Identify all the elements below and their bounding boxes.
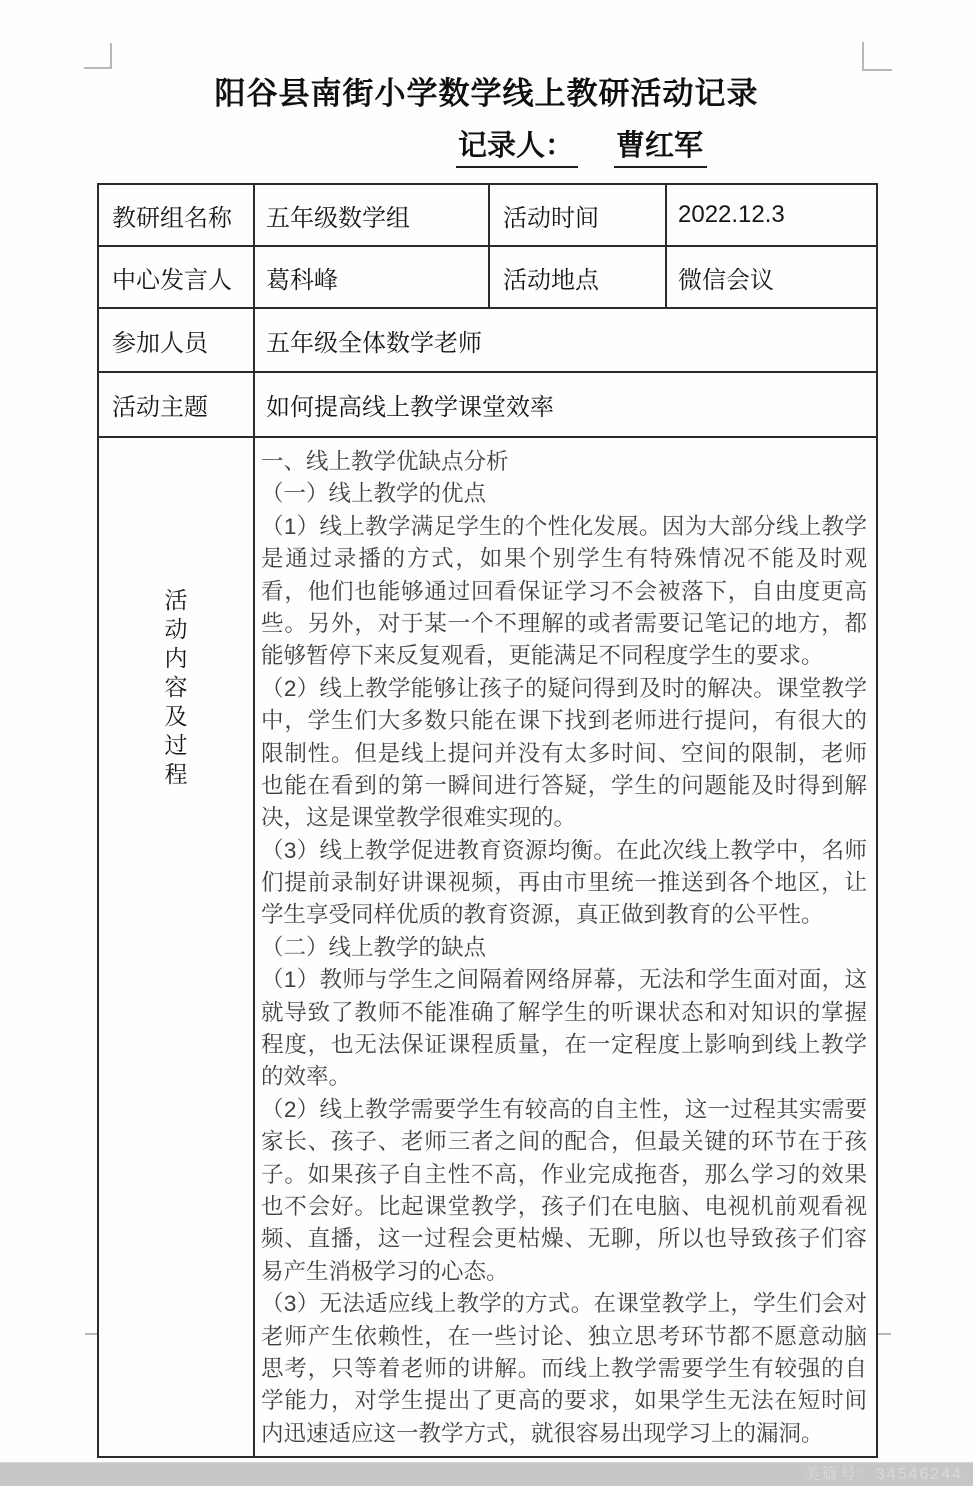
content-paragraph: （2）线上教学能够让孩子的疑问得到及时的解决。课堂教学中，学生们大多数只能在课下找到老师进行提问，有很大的限制性。但是线上提问并没有太多时间、空间的限制，老师也能在看到的第一瞬间进行答疑，学生的问题能及时得到解决，这是课堂教学很难实现的。: [261, 675, 867, 831]
margin-crop-mark-top-left: [84, 43, 112, 69]
table-row: [98, 184, 877, 246]
content-paragraph: （一）线上教学的优点: [261, 481, 487, 507]
group-name-label: 教研组名称: [98, 184, 254, 246]
activity-record-table: [97, 183, 878, 1458]
activity-place-value: 微信会议: [666, 246, 877, 308]
activity-content-label: 活动内容及过程: [164, 587, 188, 787]
content-paragraph: （1）线上教学满足学生的个性化发展。因为大部分线上教学是通过录播的方式，如果个别学生有特殊情况不能及时观看，他们也能够通过回看保证学习不会被落下，自由度更高些。另外，对于某一个不理解的或者需要记笔记的地方，都能够暂停下来反复观看，更能满足不同程度学生的要求。: [261, 513, 867, 669]
content-paragraph: （3）线上教学促进教育资源均衡。在此次线上教学中，名师们提前录制好讲课视频，再由市里统一推送到各个地区，让学生享受同样优质的教育资源，真正做到教育的公平性。: [261, 837, 867, 928]
activity-topic-label: 活动主题: [98, 372, 254, 437]
recorder-label: 记录人：: [456, 130, 578, 168]
activity-topic-value: 如何提高线上教学课堂效率: [254, 372, 877, 437]
margin-crop-mark-top-right: [862, 42, 892, 71]
participants-value: 五年级全体数学老师: [254, 308, 877, 372]
group-name-value: 五年级数学组: [254, 184, 489, 246]
activity-time-label: 活动时间: [489, 184, 666, 246]
bottom-gray-band: [0, 1462, 973, 1486]
content-paragraph: （2）线上教学需要学生有较高的自主性，这一过程其实需要家长、孩子、老师三者之间的配合，但最关键的环节在于孩子。如果孩子自主性不高，作业完成拖沓，那么学习的效果也不会好。比起课堂教学，孩子们在电脑、电视机前观看视频、直播，这一过程会更枯燥、无聊，所以也导致孩子们容易产生消极学习的心态。: [261, 1096, 867, 1284]
activity-time-value: 2022.12.3: [666, 184, 877, 246]
table-row: [98, 372, 877, 437]
table-row: [98, 308, 877, 372]
content-paragraph: （3）无法适应线上教学的方式。在课堂教学上，学生们会对老师产生依赖性，在一些讨论、独立思考环节都不愿意动脑思考，只等着老师的讲解。而线上教学需要学生有较强的自学能力，对学生提出了更高的要求，如果学生无法在短时间内迅速适应这一教学方式，就很容易出现学习上的漏洞。: [261, 1291, 867, 1446]
recorder-line: [0, 128, 973, 164]
table-row: [98, 437, 877, 1457]
activity-content-label-cell: [98, 437, 254, 1457]
page-title: 阳谷县南街小学数学线上教研活动记录: [214, 76, 759, 111]
activity-content-cell: [254, 437, 877, 1457]
table-row: [98, 246, 877, 308]
recorder-name: 曹红军: [614, 130, 707, 168]
speaker-label: 中心发言人: [98, 246, 254, 308]
content-paragraph: （1）教师与学生之间隔着网络屏幕，无法和学生面对面，这就导致了教师不能准确了解学生的听课状态和对知识的掌握程度，也无法保证课程质量，在一定程度上影响到线上教学的效率。: [261, 967, 867, 1090]
content-paragraph: 一、线上教学优缺点分析: [261, 449, 509, 474]
participants-label: 参加人员: [98, 308, 254, 372]
speaker-value: 葛科峰: [254, 246, 489, 308]
content-paragraph: （二）线上教学的缺点: [261, 934, 487, 960]
meipian-id-watermark: 美篇号：34546244: [803, 1466, 963, 1483]
activity-place-label: 活动地点: [489, 246, 666, 308]
